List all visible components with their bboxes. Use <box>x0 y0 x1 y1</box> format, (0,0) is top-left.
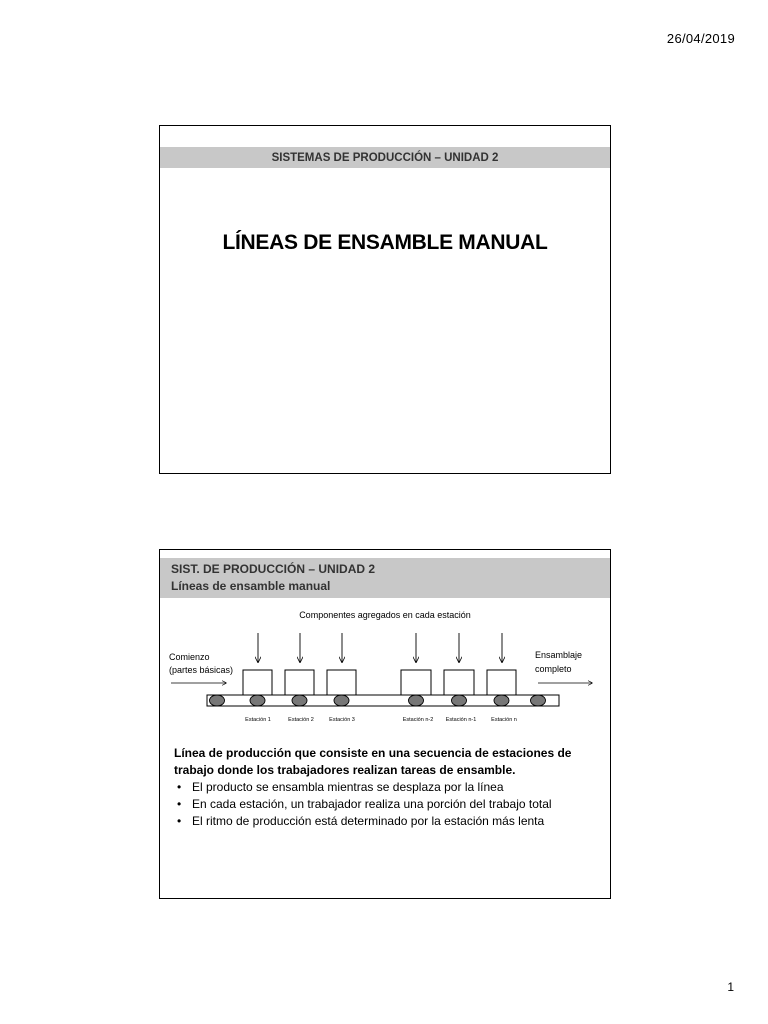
end-label-line-2: completo <box>535 664 572 674</box>
page-date: 26/04/2019 <box>666 31 735 46</box>
bullet-item: • En cada estación, un trabajador realiza una porción del trabajo total <box>174 796 602 813</box>
station-label: Estación n-2 <box>402 717 434 723</box>
components-label: Componentes agregados en cada estación <box>299 610 471 620</box>
station-box <box>327 670 356 695</box>
station-box <box>444 670 474 695</box>
station-label: Estación 1 <box>245 717 271 723</box>
conveyor-roller <box>452 695 467 706</box>
start-label-line-1: Comienzo <box>169 652 210 662</box>
slide-2-body <box>174 745 602 830</box>
station-box <box>401 670 431 695</box>
conveyor-roller <box>250 695 265 706</box>
slide-1 <box>159 125 611 474</box>
conveyor-roller <box>494 695 509 706</box>
slide-2-bullet-list <box>174 779 602 830</box>
station-box <box>285 670 314 695</box>
conveyor-roller <box>531 695 546 706</box>
station-label: Estación 3 <box>329 717 355 723</box>
slide-2-header-line-1: SIST. DE PRODUCCIÓN – UNIDAD 2 <box>171 562 376 576</box>
station-label: Estación 2 <box>288 717 314 723</box>
conveyor-roller <box>292 695 307 706</box>
bullet-item: • El ritmo de producción está determinado por la estación más lenta <box>174 813 602 830</box>
station-box <box>487 670 516 695</box>
slide-2-header <box>160 558 610 598</box>
assembly-line-diagram <box>160 602 610 737</box>
conveyor-roller <box>334 695 349 706</box>
station-label: Estación n-1 <box>445 717 477 723</box>
slide-1-header: SISTEMAS DE PRODUCCIÓN – UNIDAD 2 <box>160 147 610 168</box>
conveyor-roller <box>409 695 424 706</box>
start-label-line-2: (partes básicas) <box>169 665 234 675</box>
station-box <box>243 670 272 695</box>
station-label: Estación n <box>491 717 517 723</box>
slide-2-header-line-2: Líneas de ensamble manual <box>171 579 331 593</box>
slide-2 <box>159 549 611 899</box>
bullet-item: • El producto se ensambla mientras se desplaza por la línea <box>174 779 602 796</box>
slide-2-description: Línea de producción que consiste en una secuencia de estaciones de trabajo donde los trabajadores realizan tareas de ensamble. <box>174 746 572 777</box>
page-number: 1 <box>727 980 734 994</box>
conveyor-roller <box>210 695 225 706</box>
end-label-line-1: Ensamblaje <box>535 650 583 660</box>
slide-1-title: LÍNEAS DE ENSAMBLE MANUAL <box>222 231 548 254</box>
